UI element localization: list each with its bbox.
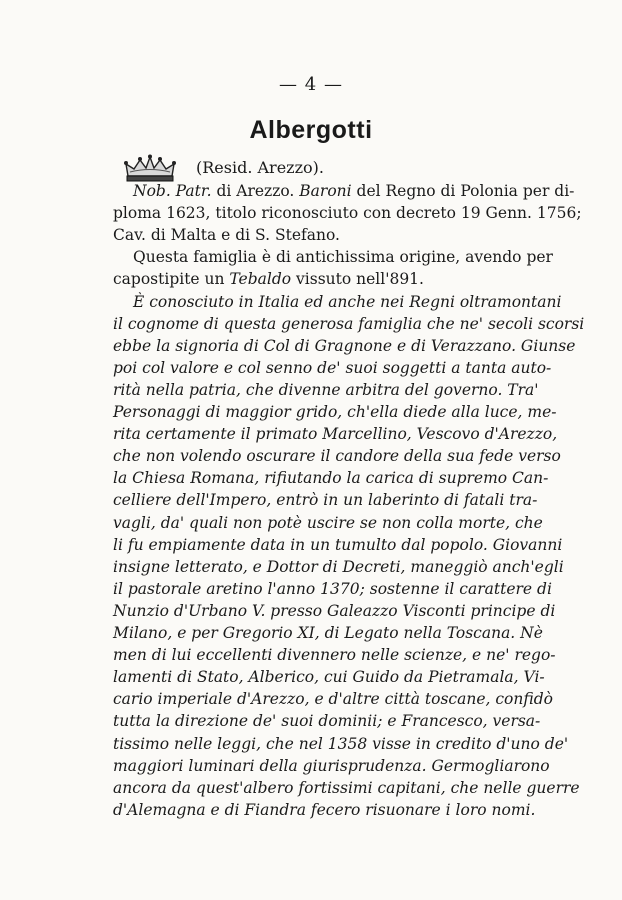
quotation-line: li fu empiamente data in un tumulto dal popolo. Giovanni [113, 535, 563, 554]
italic-phrase: Tebaldo [229, 270, 292, 289]
text-line [113, 268, 519, 290]
quotation-line: d'Alemagna e di Fiandra fecero risuonare i loro nomi. [113, 800, 536, 819]
text-line [113, 202, 582, 224]
quotation-line: il pastorale aretino l'anno 1370; sostenne il carattere di [113, 579, 552, 598]
quotation-line: rita certamente il primato Marcellino, Vescovo d'Arezzo, [113, 425, 558, 444]
text-segment: Cav. di Malta e di S. Stefano. [113, 226, 340, 245]
page-number: — 4 — [279, 74, 343, 95]
quotation-line: È conosciuto in Italia ed anche nei Regni oltramontani [133, 292, 562, 311]
text-line [133, 180, 575, 202]
residence-note: (Resid. Arezzo). [196, 158, 324, 177]
quotation-line: celliere dell'Impero, entrò in un laberinto di fatali tra- [113, 491, 538, 510]
quotation-line: poi col valore e col senno de' suoi soggetti a tanta auto- [113, 358, 552, 377]
quotation-line: cario imperiale d'Arezzo, e d'altre città toscane, confidò [113, 690, 553, 709]
quotation-line: lamenti di Stato, Alberico, cui Guido da Pietramala, Vi- [113, 668, 545, 687]
text-line [133, 246, 553, 268]
quotation-line: la Chiesa Romana, rifiutando la carica di supremo Can- [113, 469, 549, 488]
quotation-line: ebbe la signoria di Col di Gragnone e di Verazzano. Giunse [113, 336, 576, 355]
quotation-line: Nunzio d'Urbano V. presso Galeazzo Visconti principe di [113, 601, 556, 620]
quotation-line: vagli, da' quali non potè uscire se non colla morte, che [113, 513, 543, 532]
quotation-line: tutta la direzione de' suoi dominii; e Francesco, versa- [113, 712, 541, 731]
quotation-line: Milano, e per Gregorio XI, di Legato nella Toscana. Nè [113, 624, 543, 642]
quotation-line: Personaggi di maggior grido, ch'ella diede alla luce, me- [113, 403, 557, 421]
text-line [113, 224, 519, 246]
quotation-line: il cognome di questa generosa famiglia che ne' secoli scorsi [113, 314, 585, 333]
quotation-line: maggiori luminari della giurisprudenza. Germogliarono [113, 756, 550, 775]
italic-phrase: Nob. Patr. [133, 182, 212, 200]
quotation-line: rità nella patria, che divenne arbitra del governo. Tra' [113, 380, 539, 399]
text-segment: Questa famiglia è di antichissima origine, avendo per [133, 248, 553, 267]
text-segment: del Regno di Polonia per di- [351, 182, 575, 200]
family-title: Albergotti [249, 116, 373, 144]
quotation-line: insigne letterato, e Dottor di Decreti, maneggiò anch'egli [113, 557, 564, 576]
quotation-line: men di lui eccellenti divennero nelle scienze, e ne' rego- [113, 646, 556, 665]
text-segment: capostipite un [113, 270, 230, 289]
quotation-line: tissimo nelle leggi, che nel 1358 visse in credito d'uno de' [113, 734, 569, 753]
text-segment: vissuto nell'891. [291, 270, 424, 289]
text-segment: di Arezzo. [211, 182, 300, 200]
italic-phrase: Baroni [299, 182, 352, 200]
quotation-line: che non volendo oscurare il candore della sua fede verso [113, 447, 561, 466]
text-segment: ploma 1623, titolo riconosciuto con decreto 19 Genn. 1756; [113, 204, 582, 223]
quotation-line: ancora da quest'albero fortissimi capitani, che nelle guerre [113, 778, 580, 797]
